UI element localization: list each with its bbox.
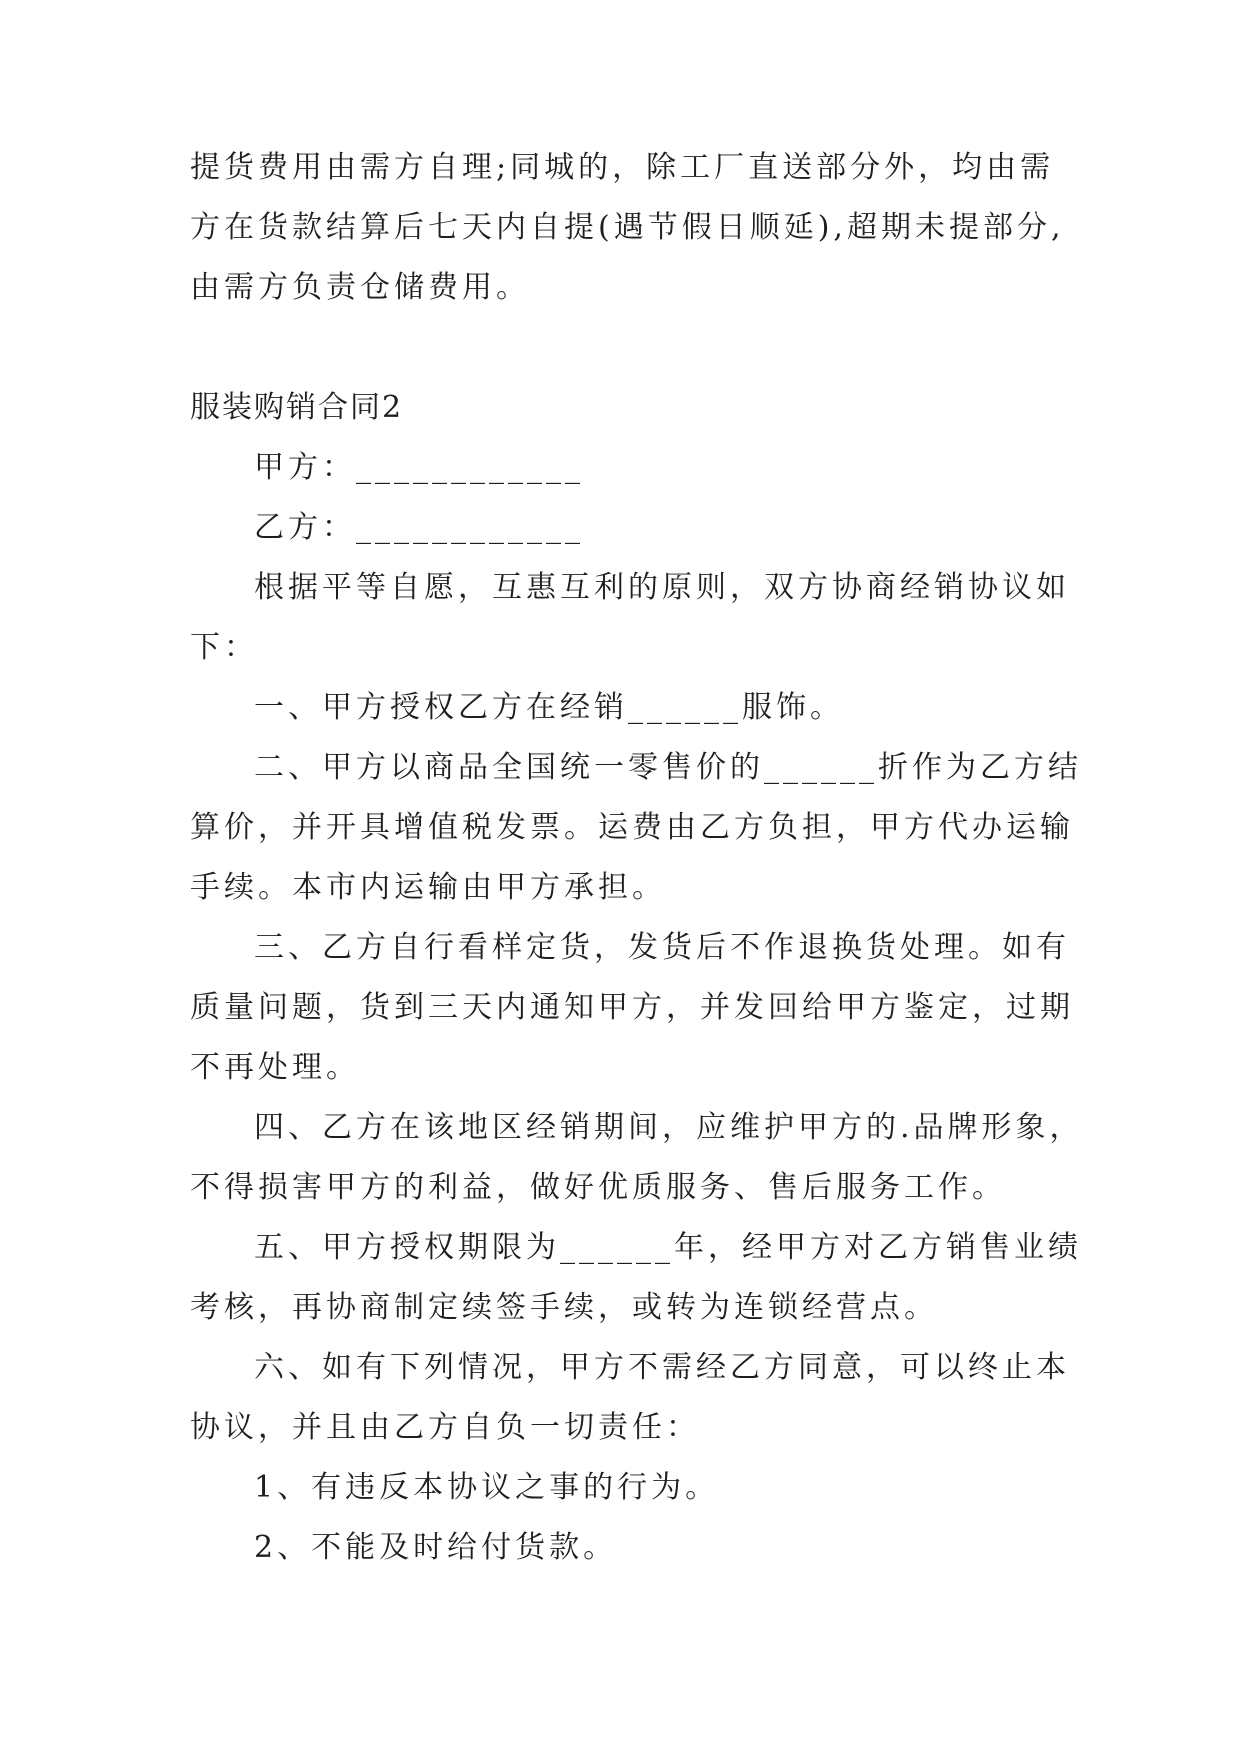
paragraph-line: 下： bbox=[190, 630, 258, 665]
clause-4: 四、乙方在该地区经销期间，应维护甲方的.品牌形象， bbox=[254, 1110, 1084, 1145]
paragraph-line: 协议，并且由乙方自负一切责任： bbox=[190, 1410, 700, 1445]
paragraph-line: 质量问题，货到三天内通知甲方，并发回给甲方鉴定，过期 bbox=[190, 990, 1074, 1025]
list-item: 1、有违反本协议之事的行为。 bbox=[254, 1470, 720, 1505]
paragraph-line: 方在货款结算后七天内自提(遇节假日顺延),超期未提部分, bbox=[190, 210, 1065, 245]
clause-6: 六、如有下列情况，甲方不需经乙方同意，可以终止本 bbox=[254, 1350, 1070, 1385]
clause-1: 一、甲方授权乙方在经销______服饰。 bbox=[254, 690, 844, 725]
paragraph-line: 手续。本市内运输由甲方承担。 bbox=[190, 870, 666, 905]
party-a-field: 甲方：____________ bbox=[254, 450, 584, 485]
clause-5: 五、甲方授权期限为______年，经甲方对乙方销售业绩 bbox=[254, 1230, 1082, 1265]
list-item: 2、不能及时给付货款。 bbox=[254, 1530, 618, 1565]
section-title: 服装购销合同2 bbox=[190, 390, 404, 425]
paragraph-line: 由需方负责仓储费用。 bbox=[190, 270, 530, 305]
clause-3: 三、乙方自行看样定货，发货后不作退换货处理。如有 bbox=[254, 930, 1070, 965]
paragraph-line: 不再处理。 bbox=[190, 1050, 360, 1085]
paragraph-line: 根据平等自愿，互惠互利的原则，双方协商经销协议如 bbox=[254, 570, 1070, 605]
clause-2: 二、甲方以商品全国统一零售价的______折作为乙方结 bbox=[254, 750, 1082, 785]
paragraph-line: 考核，再协商制定续签手续，或转为连锁经营点。 bbox=[190, 1290, 938, 1325]
paragraph-line: 不得损害甲方的利益，做好优质服务、售后服务工作。 bbox=[190, 1170, 1006, 1205]
party-b-field: 乙方：____________ bbox=[254, 510, 584, 545]
paragraph-line: 提货费用由需方自理;同城的，除工厂直送部分外，均由需 bbox=[190, 150, 1055, 185]
paragraph-line: 算价，并开具增值税发票。运费由乙方负担，甲方代办运输 bbox=[190, 810, 1074, 845]
